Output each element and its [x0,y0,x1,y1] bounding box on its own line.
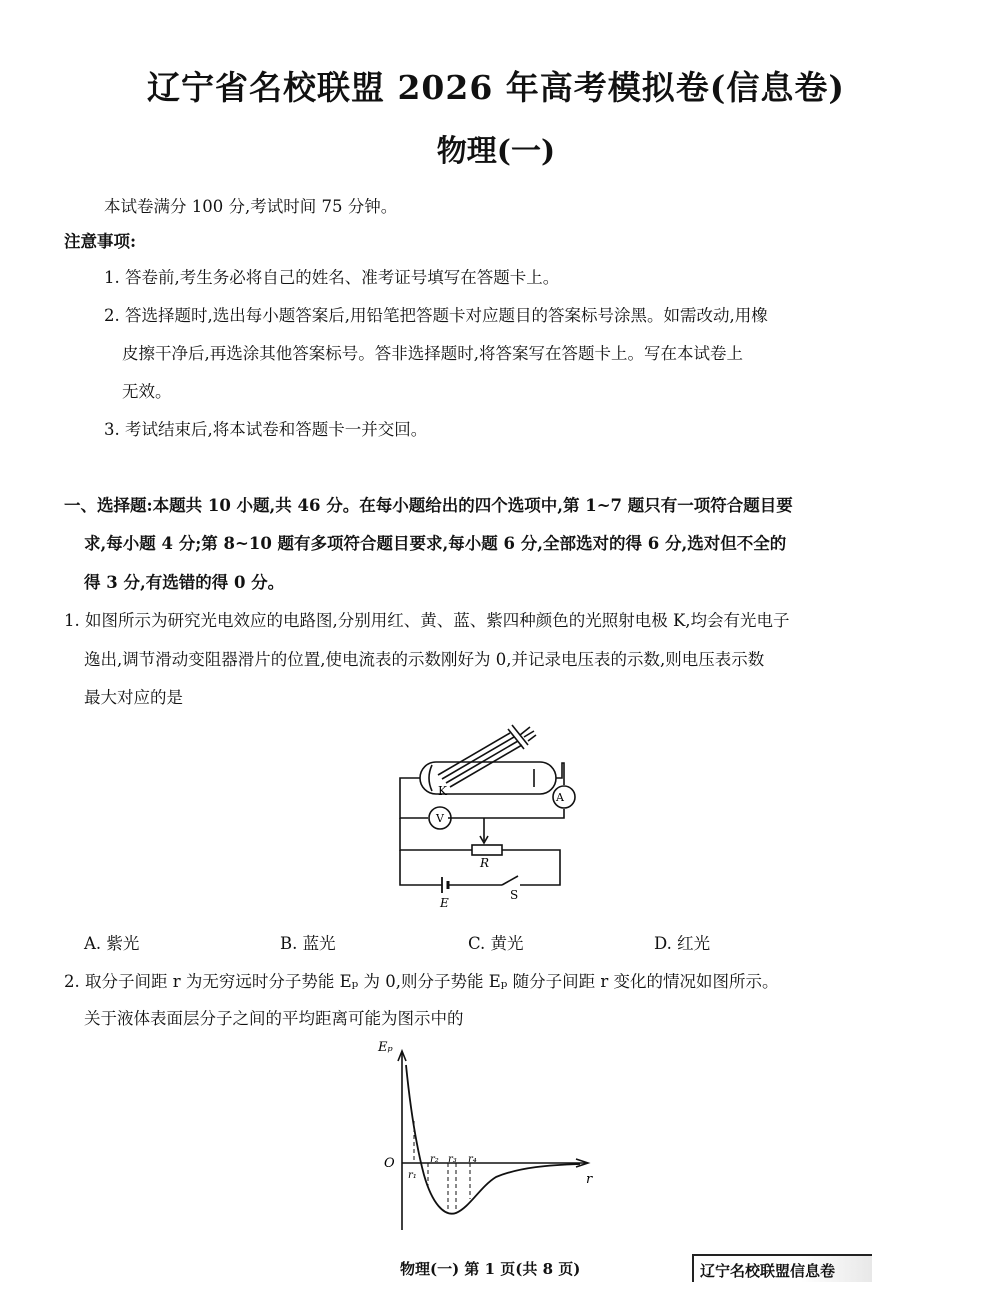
label-r3: r₃ [448,1154,457,1165]
label-e: E [440,896,449,910]
section-text: 得 3 分,有选错的得 0 分。 [84,573,285,592]
notice-item: 2. 答选择题时,选出每小题答案后,用铅笔把答题卡对应题目的答案标号涂黑。如需改动,用橡 [104,306,768,325]
section-text: 求,每小题 4 分;第 8~10 题有多项符合题目要求,每小题 6 分,全部选对的得 6 分,选对但不全的 [84,534,787,553]
rheostat-symbol [472,845,502,855]
page-footer: 物理(一) 第 1 页(共 8 页) [400,1260,581,1278]
notice-item: 3. 考试结束后,将本试卷和答题卡一并交回。 [104,420,428,439]
origin-label: O [384,1156,395,1171]
label-r1: r₁ [408,1170,417,1181]
question-1-stem: 1. 如图所示为研究光电效应的电路图,分别用红、黄、蓝、紫四种颜色的光照射电极 K,均会有光电子 [64,611,790,630]
notice-item: 1. 答卷前,考生务必将自己的姓名、准考证号填写在答题卡上。 [104,268,560,287]
notice-item: 无效。 [122,382,172,401]
label-a: A [556,791,564,804]
label-r4: r₄ [468,1154,477,1165]
option-c: C. 黄光 [468,934,524,953]
label-s: S [510,888,519,902]
cathode-k [429,765,432,791]
question-2-stem: 关于液体表面层分子之间的平均距离可能为图示中的 [84,1009,464,1028]
axis-label-r: r [586,1172,593,1187]
exam-subtitle: 物理(一) [436,134,556,169]
potential-curve [406,1065,580,1214]
publisher-stamp: 辽宁名校联盟信息卷 [692,1254,872,1282]
option-b: B. 蓝光 [280,934,336,953]
option-a: A. 紫光 [84,934,140,953]
question-1-stem: 最大对应的是 [84,688,183,707]
potential-energy-graph [370,1035,600,1235]
intro-text: 本试卷满分 100 分,考试时间 75 分钟。 [104,197,398,216]
label-r: R [480,856,490,870]
exam-title: 辽宁省名校联盟 2026 年高考模拟卷(信息卷) [146,68,846,107]
axis-label-ep: Eₚ [378,1040,393,1055]
notice-heading: 注意事项: [64,232,137,251]
question-2-stem: 2. 取分子间距 r 为无穷远时分子势能 Eₚ 为 0,则分子势能 Eₚ 随分子间距 r 变化的情况如图所示。 [64,972,779,991]
section-heading: 一、选择题:本题共 10 小题,共 46 分。在每小题给出的四个选项中,第 1~7 题只有一项符合题目要 [64,496,793,515]
notice-item: 皮擦干净后,再选涂其他答案标号。答非选择题时,将答案写在答题卡上。写在本试卷上 [122,344,743,363]
photoelectric-circuit-figure [380,715,590,915]
question-1-stem: 逸出,调节滑动变阻器滑片的位置,使电流表的示数刚好为 0,并记录电压表的示数,则电压表示数 [84,650,765,669]
option-d: D. 红光 [654,934,711,953]
label-r2: r₂ [430,1154,439,1165]
label-k: K [438,784,447,798]
switch-symbol [502,876,518,885]
label-v: V [436,812,444,825]
